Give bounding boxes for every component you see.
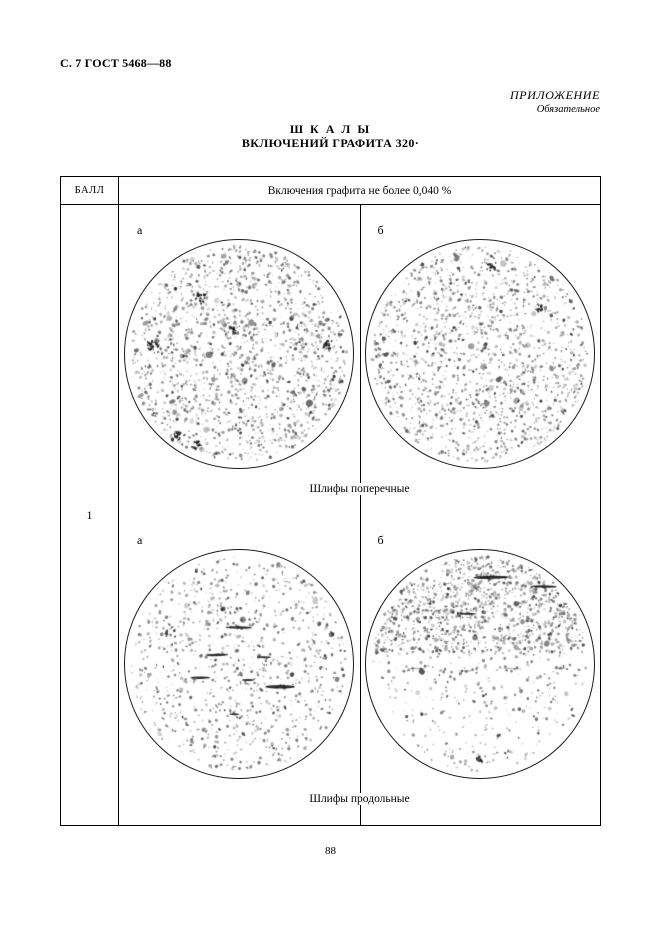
running-header: С. 7 ГОСТ 5468—88 (60, 56, 172, 70)
micrograph-longitudinal-b (365, 549, 595, 779)
micrograph-longitudinal-a (124, 549, 354, 779)
scale-title-line2: ВКЛЮЧЕНИЙ ГРАФИТА 320· (241, 136, 420, 150)
micrograph-transverse-a (124, 239, 354, 469)
score-cell: 1 (61, 205, 119, 825)
caption-longitudinal: Шлифы продольные (299, 793, 419, 805)
table-body-row (61, 205, 600, 825)
micrograph-half (360, 549, 601, 779)
subfigure-label-a: а (137, 223, 143, 237)
column-header-score: БАЛЛ (61, 177, 119, 204)
micrograph-pair (119, 549, 600, 779)
scale-title-line1: Ш К А Л Ы (289, 122, 372, 136)
appendix-subtitle: Обязательное (536, 104, 600, 115)
appendix-block (510, 88, 600, 115)
subfigure-label-b: б (377, 533, 384, 547)
micrograph-half (360, 239, 601, 469)
micrograph-sections (119, 205, 600, 825)
section-longitudinal (119, 515, 600, 825)
micrograph-half (119, 239, 360, 469)
graphite-scale-table (60, 176, 601, 826)
page-number: 88 (325, 845, 336, 857)
section-transverse (119, 205, 600, 515)
section-caption-row (119, 793, 600, 805)
subfigure-label-a: а (137, 533, 143, 547)
scale-title (0, 122, 661, 150)
caption-transverse: Шлифы поперечные (299, 483, 419, 495)
table-header-row (61, 177, 600, 205)
column-header-content: Включения графита не более 0,040 % (267, 184, 452, 197)
appendix-title: ПРИЛОЖЕНИЕ (510, 88, 600, 102)
subfigure-label-b: б (377, 223, 384, 237)
micrograph-transverse-b (365, 239, 595, 469)
micrograph-pair (119, 239, 600, 469)
section-caption-row (119, 483, 600, 495)
micrograph-half (119, 549, 360, 779)
